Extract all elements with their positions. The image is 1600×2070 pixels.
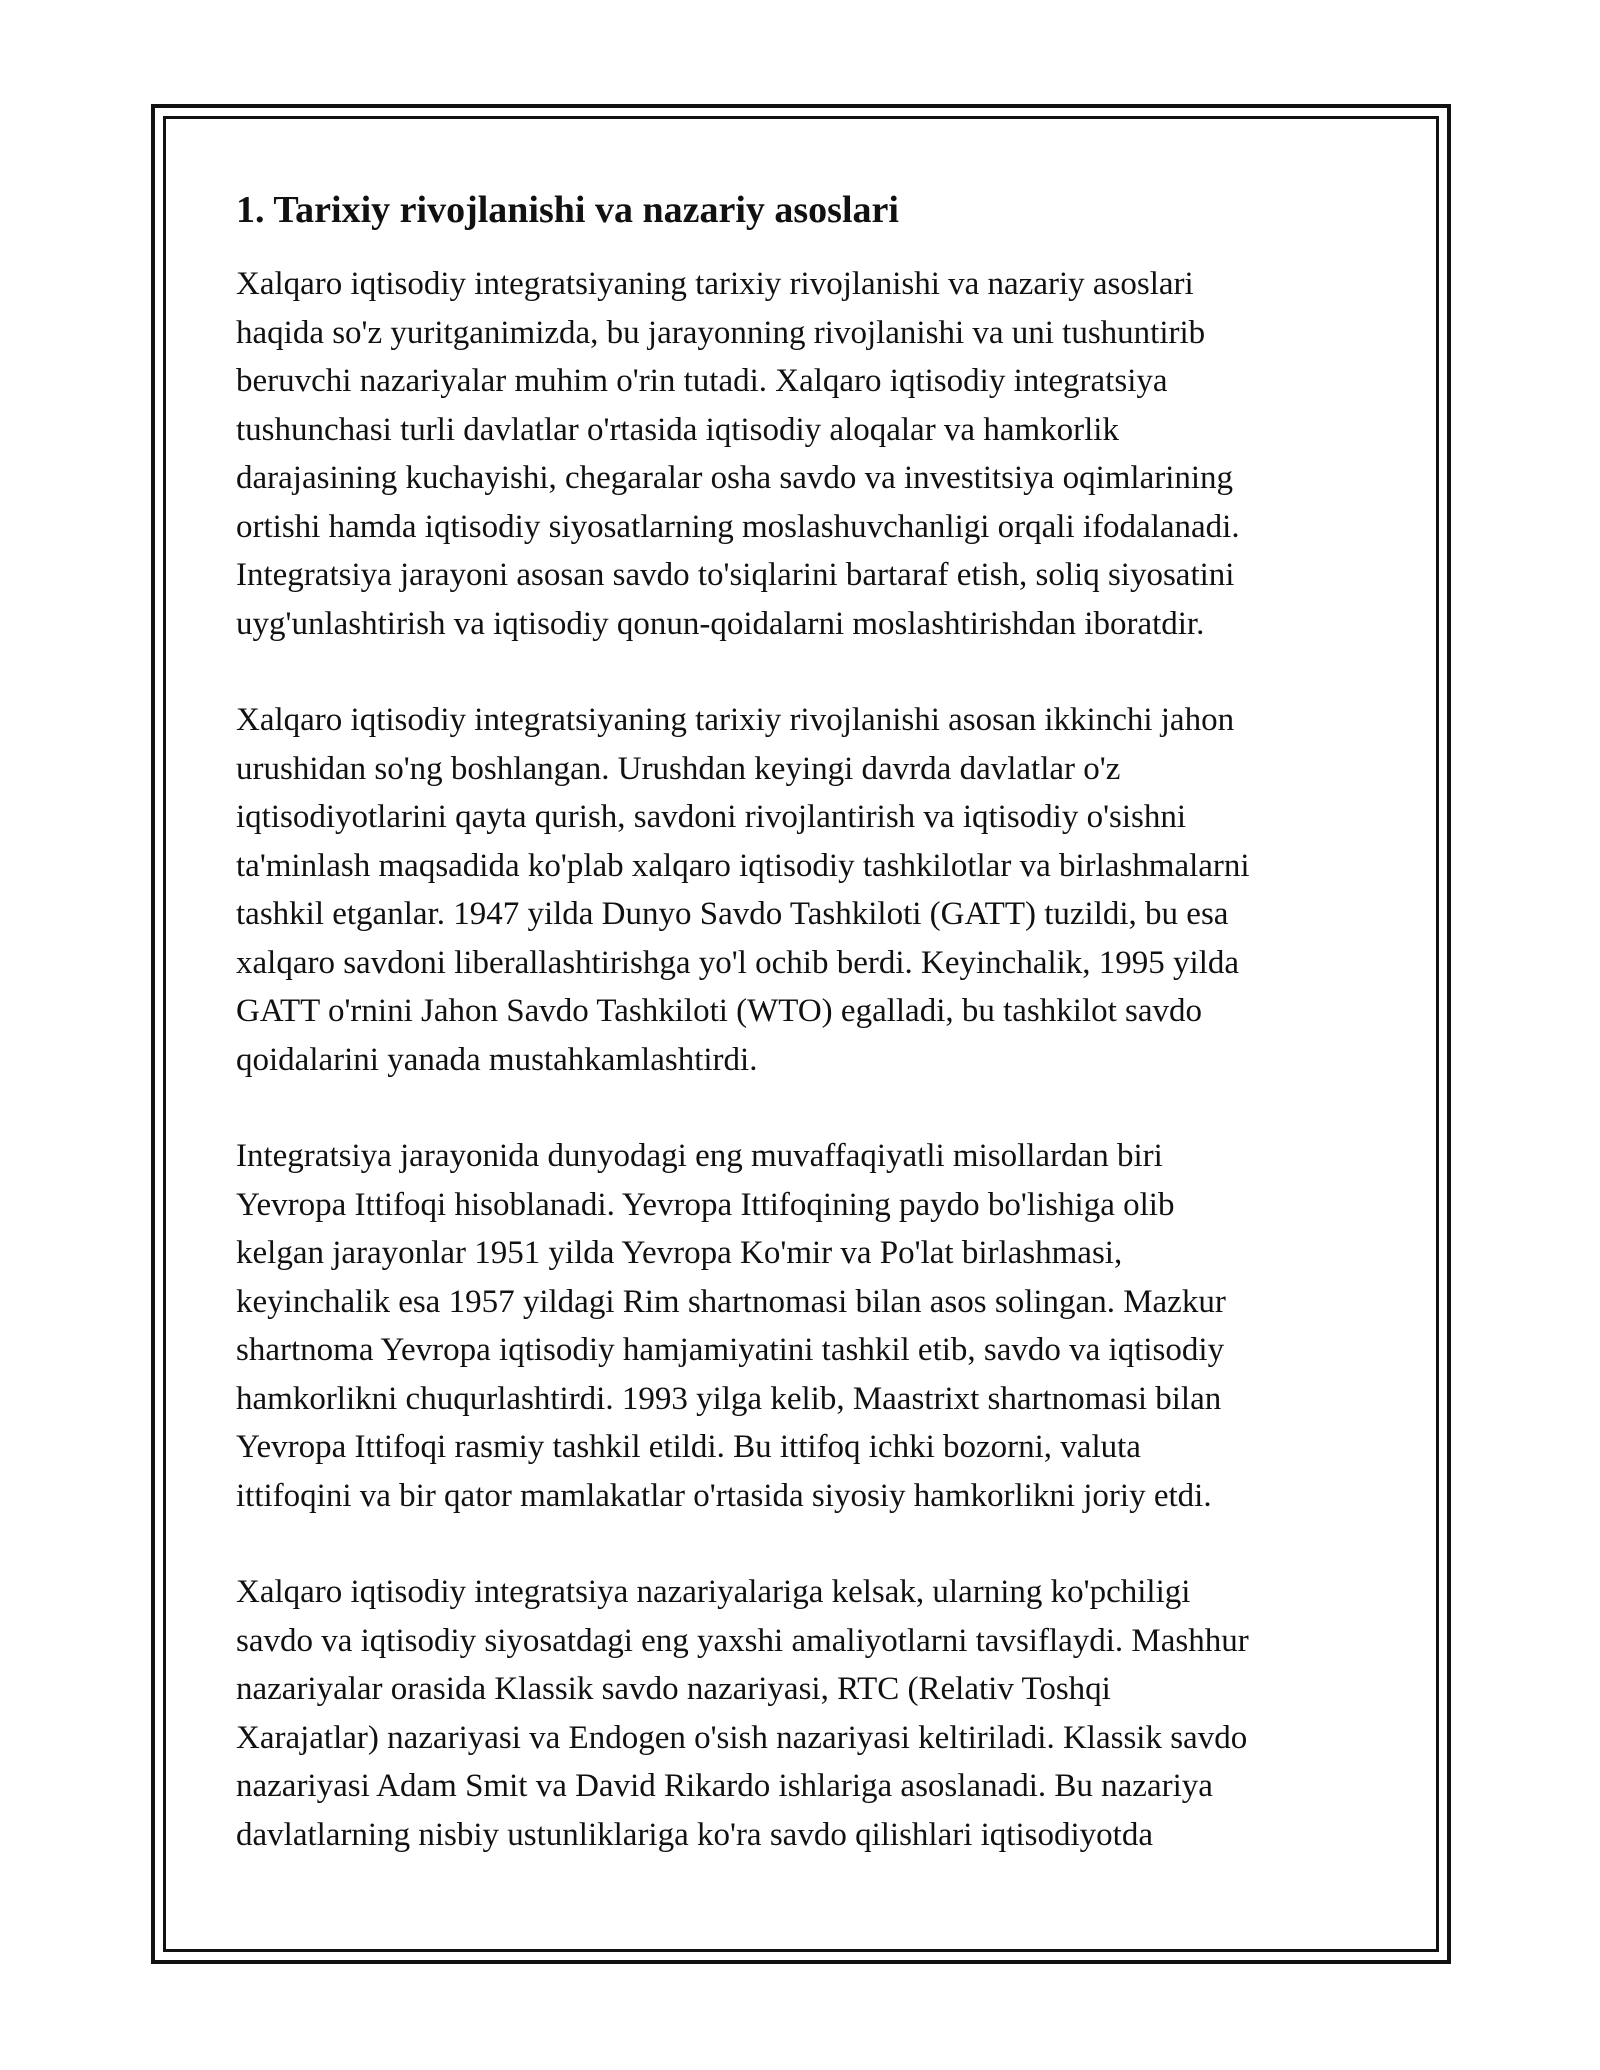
text-line: GATT o'rnini Jahon Savdo Tashkiloti (WTO) egalladi, bu tashkilot savdo [236, 993, 1203, 1029]
paragraph-1 [236, 260, 1366, 648]
text-line: uyg'unlashtirish va iqtisodiy qonun-qoidalarni moslashtirishdan iboratdir. [236, 605, 1205, 642]
text-line: nazariyasi Adam Smit va David Rikardo ishlariga asoslanadi. Bu nazariya [236, 1768, 1213, 1804]
document-body [236, 186, 1366, 1907]
text-line: shartnoma Yevropa iqtisodiy hamjamiyatini tashkil etib, savdo va iqtisodiy [236, 1332, 1225, 1368]
paragraph-4 [236, 1568, 1366, 1859]
text-line: urushidan so'ng boshlangan. Urushdan keyingi davrda davlatlar o'z [236, 750, 1121, 787]
text-line: hamkorlikni chuqurlashtirdi. 1993 yilga kelib, Maastrixt shartnomasi bilan [236, 1380, 1222, 1417]
text-line: Yevropa Ittifoqi hisoblanadi. Yevropa Ittifoqining paydo bo'lishiga olib [236, 1186, 1175, 1223]
text-line: haqida so'z yuritganimizda, bu jarayonning rivojlanishi va uni tushuntirib [236, 314, 1206, 351]
paragraph-3 [236, 1132, 1366, 1520]
text-line: Xalqaro iqtisodiy integratsiya nazariyalariga kelsak, ularning ko'pchiligi [236, 1574, 1191, 1610]
text-line: nazariyalar orasida Klassik savdo nazariyasi, RTC (Relativ Toshqi [236, 1671, 1111, 1707]
text-line: Xarajatlar) nazariyasi va Endogen o'sish nazariyasi keltiriladi. Klassik savdo [236, 1719, 1248, 1756]
section-heading: 1. Tarixiy rivojlanishi va nazariy asoslari [236, 189, 899, 231]
text-line: Yevropa Ittifoqi rasmiy tashkil etildi. Bu ittifoq ichki bozorni, valuta [236, 1429, 1141, 1465]
text-line: savdo va iqtisodiy siyosatdagi eng yaxshi amaliyotlarni tavsiflaydi. Mashhur [236, 1622, 1249, 1659]
text-line: beruvchi nazariyalar muhim o'rin tutadi. Xalqaro iqtisodiy integratsiya [236, 363, 1168, 399]
text-line: ittifoqini va bir qator mamlakatlar o'rtasida siyosiy hamkorlikni joriy etdi. [236, 1477, 1212, 1514]
text-line: darajasining kuchayishi, chegaralar osha savdo va investitsiya oqimlarining [236, 460, 1234, 496]
text-line: ortishi hamda iqtisodiy siyosatlarning moslashuvchanligi orqali ifodalanadi. [236, 508, 1240, 545]
text-line: Integratsiya jarayoni asosan savdo to'siqlarini bartaraf etish, soliq siyosatini [236, 557, 1235, 593]
text-line: ta'minlash maqsadida ko'plab xalqaro iqtisodiy tashkilotlar va birlashmalarni [236, 847, 1250, 884]
text-line: xalqaro savdoni liberallashtirishga yo'l ochib berdi. Keyinchalik, 1995 yilda [236, 944, 1240, 981]
text-line: Xalqaro iqtisodiy integratsiyaning tarixiy rivojlanishi va nazariy asoslari [236, 266, 1194, 302]
paragraph-2 [236, 696, 1366, 1084]
text-line: keyinchalik esa 1957 yildagi Rim shartnomasi bilan asos solingan. Mazkur [236, 1283, 1226, 1320]
text-line: tashkil etganlar. 1947 yilda Dunyo Savdo Tashkiloti (GATT) tuzildi, bu esa [236, 896, 1229, 932]
text-line: Xalqaro iqtisodiy integratsiyaning tarixiy rivojlanishi asosan ikkinchi jahon [236, 702, 1235, 738]
text-line: davlatlarning nisbiy ustunliklariga ko'ra savdo qilishlari iqtisodiyotda [236, 1816, 1153, 1853]
text-line: kelgan jarayonlar 1951 yilda Yevropa Ko'mir va Po'lat birlashmasi, [236, 1235, 1123, 1271]
text-line: Integratsiya jarayonida dunyodagi eng muvaffaqiyatli misollardan biri [236, 1138, 1163, 1174]
text-line: qoidalarini yanada mustahkamlashtirdi. [236, 1041, 758, 1078]
text-line: tushunchasi turli davlatlar o'rtasida iqtisodiy aloqalar va hamkorlik [236, 411, 1119, 448]
text-line: iqtisodiyotlarini qayta qurish, savdoni rivojlantirish va iqtisodiy o'sishni [236, 799, 1187, 835]
